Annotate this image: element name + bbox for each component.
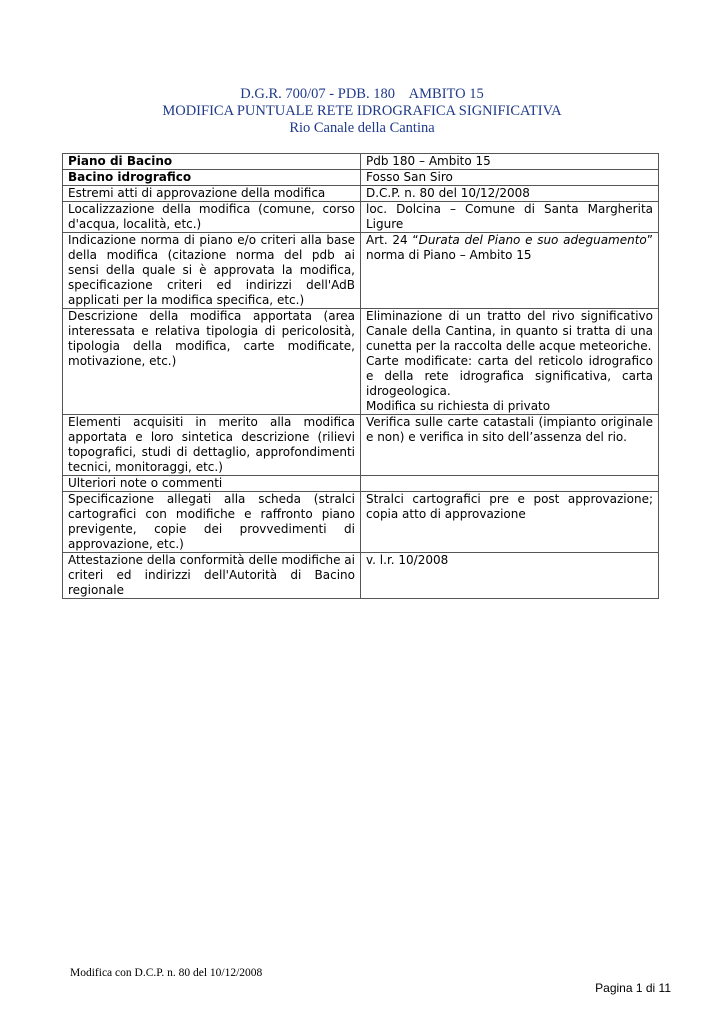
row-label: Estremi atti di approvazione della modifica (63, 186, 361, 202)
table-row (63, 202, 659, 233)
value-paragraph: Eliminazione di un tratto del rivo significativo Canale della Cantina, in quanto si tratta di una cunetta per la raccolta delle acque meteoriche. (366, 309, 653, 353)
row-label: Bacino idrografico (63, 170, 361, 186)
row-value (361, 309, 659, 415)
header-subtitle: MODIFICA PUNTUALE RETE IDROGRAFICA SIGNIFICATIVA (162, 103, 562, 119)
header-title: D.G.R. 700/07 - PDB. 180 AMBITO 15 (240, 86, 484, 102)
document-header (0, 86, 724, 137)
row-label: Specificazione allegati alla scheda (stralci cartografici con modifiche e raffronto piano previgente, copie dei provvedimenti di approvazione, etc.) (63, 492, 361, 553)
value-prefix: Art. 24 “ (366, 233, 419, 247)
table-row (63, 476, 659, 492)
row-label: Localizzazione della modifica (comune, corso d'acqua, località, etc.) (63, 202, 361, 233)
row-value: D.C.P. n. 80 del 10/12/2008 (361, 186, 659, 202)
row-value: Pdb 180 – Ambito 15 (361, 154, 659, 170)
row-value: Fosso San Siro (361, 170, 659, 186)
table-row (63, 553, 659, 599)
table-row (63, 170, 659, 186)
page-number: Pagina 1 di 11 (595, 981, 671, 995)
table-row (63, 154, 659, 170)
modification-table (62, 153, 659, 599)
footer-note: Modifica con D.C.P. n. 80 del 10/12/2008 (70, 967, 263, 979)
header-location: Rio Canale della Cantina (289, 120, 435, 136)
row-value (361, 233, 659, 309)
row-label: Descrizione della modifica apportata (area interessata e relativa tipologia di pericolosità, tipologia della modifica, carte modificate, motivazione, etc.) (63, 309, 361, 415)
value-paragraph: Modifica su richiesta di privato (366, 399, 551, 413)
row-value (361, 476, 659, 492)
row-label: Ulteriori note o commenti (63, 476, 361, 492)
row-value: Stralci cartografici pre e post approvazione; copia atto di approvazione (361, 492, 659, 553)
table-row (63, 233, 659, 309)
table-row (63, 415, 659, 476)
row-label: Attestazione della conformità delle modifiche ai criteri ed indirizzi dell'Autorità di Bacino regionale (63, 553, 361, 599)
table-row (63, 309, 659, 415)
table-row (63, 186, 659, 202)
row-label: Elementi acquisiti in merito alla modifica apportata e loro sintetica descrizione (rilievi topografici, studi di dettaglio, approfondimenti tecnici, monitoraggi, etc.) (63, 415, 361, 476)
table-row (63, 492, 659, 553)
value-paragraph: Carte modificate: carta del reticolo idrografico e della rete idrografica significativa, carta idrogeologica. (366, 354, 653, 398)
row-value: loc. Dolcina – Comune di Santa Margherita Ligure (361, 202, 659, 233)
row-value: Verifica sulle carte catastali (impianto originale e non) e verifica in sito dell’assenza del rio. (361, 415, 659, 476)
row-value: v. l.r. 10/2008 (361, 553, 659, 599)
row-label: Indicazione norma di piano e/o criteri alla base della modifica (citazione norma del pdb ai sensi della quale si è approvata la modifica, specificazione criteri ed indirizzi dell'AdB applicati per la modifica specifica, etc.) (63, 233, 361, 309)
value-suffix: ” norma di Piano – Ambito 15 (366, 233, 653, 262)
value-italic: Durata del Piano e suo adeguamento (418, 233, 647, 247)
row-label: Piano di Bacino (63, 154, 361, 170)
